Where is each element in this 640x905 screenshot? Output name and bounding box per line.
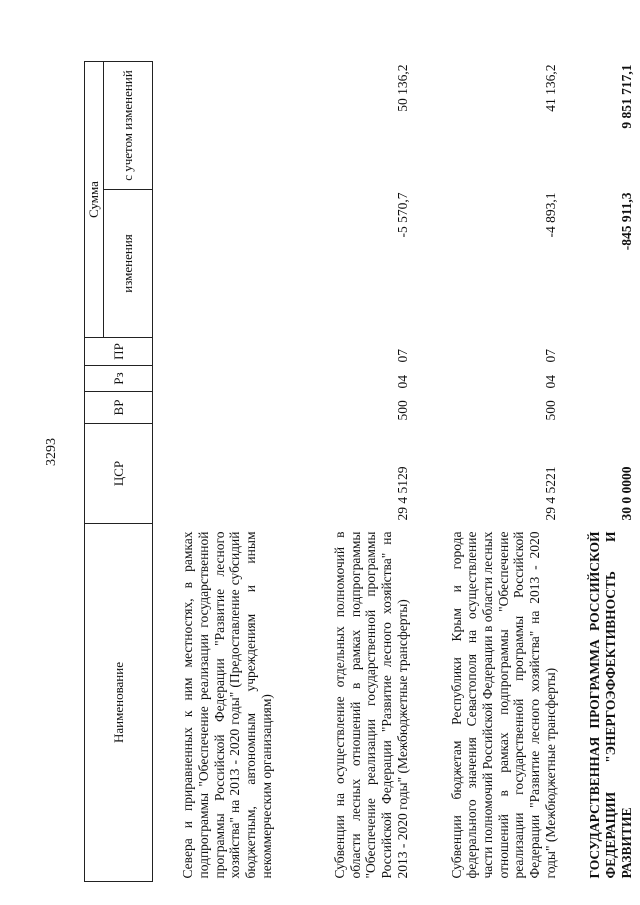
row-vr (561, 392, 637, 424)
row-pr: 07 (394, 349, 410, 363)
row-csr: 29 4 5221 (542, 466, 558, 521)
header-vr: ВР (85, 392, 153, 424)
row-pr (561, 338, 637, 366)
row-name: Субвенции бюджетам Республики Крым и города федерального значения Севастополя на осуществление части полномочий Российской Федерации в области лесных отношений в рамках подпрограммы "Обеспечение реализации государственной программы Российской Федерации "Развитие лесного хозяйства" на 2013 - 2020 годы" (Межбюджетные трансферты) (448, 531, 558, 879)
row-change: -5 570,7 (394, 192, 410, 238)
row-vr: 500 (542, 400, 558, 421)
header-rz: Рз (85, 366, 153, 392)
header-row-1 (85, 62, 104, 882)
row-rz (561, 366, 637, 392)
row-name: Севера и приравненных к ним местностях, в рамках подпрограммы "Обеспечение реализации государственной программы Российской Федерации "Развитие лесного хозяйства" на 2013 - 2020 годы" (Предоставление субсидий бюджетным, автономным учреждениям и иным некоммерческим организациям) (180, 531, 274, 879)
row-change (153, 190, 278, 338)
row-pr (153, 338, 278, 366)
row-rz: 04 (542, 375, 558, 389)
row-change: -845 911,3 (618, 192, 634, 251)
page-number: 3293 (44, 438, 59, 466)
row-vr (153, 392, 278, 424)
table-row (413, 62, 561, 882)
header-with-change: с учетом изменений (104, 62, 153, 190)
header-change: изменения (104, 190, 153, 338)
table-row (277, 62, 413, 882)
header-name: Наименование (85, 524, 153, 882)
table-row (153, 62, 278, 882)
row-csr (153, 424, 278, 524)
row-with-change (153, 62, 278, 190)
row-with-change: 50 136,2 (394, 64, 410, 112)
header-sum: Сумма (85, 62, 104, 338)
rotated-page-area (84, 62, 634, 882)
budget-table (84, 61, 637, 882)
row-pr: 07 (542, 349, 558, 363)
row-with-change: 41 136,2 (542, 64, 558, 112)
header-csr: ЦСР (85, 424, 153, 524)
budget-table-rotated (84, 62, 634, 882)
row-rz: 04 (394, 375, 410, 389)
row-vr: 500 (394, 400, 410, 421)
row-name: Субвенции на осуществление отдельных полномочий в области лесных отношений в рамках подпрограммы "Обеспечение реализации государственной программы Российской Федерации "Развитие лесного хозяйства" на 2013 - 2020 годы" (Межбюджетные трансферты) (332, 531, 410, 879)
row-csr: 29 4 5129 (394, 466, 410, 521)
row-name: ГОСУДАРСТВЕННАЯ ПРОГРАММА РОССИЙСКОЙ ФЕДЕРАЦИИ "ЭНЕРГОЭФФЕКТИВНОСТЬ И РАЗВИТИЕ (587, 531, 634, 879)
row-with-change: 9 851 717,1 (618, 64, 634, 129)
table-row (561, 62, 637, 882)
row-change: -4 893,1 (542, 192, 558, 238)
row-rz (153, 366, 278, 392)
header-pr: ПР (85, 338, 153, 366)
row-csr: 30 0 0000 (618, 466, 634, 521)
